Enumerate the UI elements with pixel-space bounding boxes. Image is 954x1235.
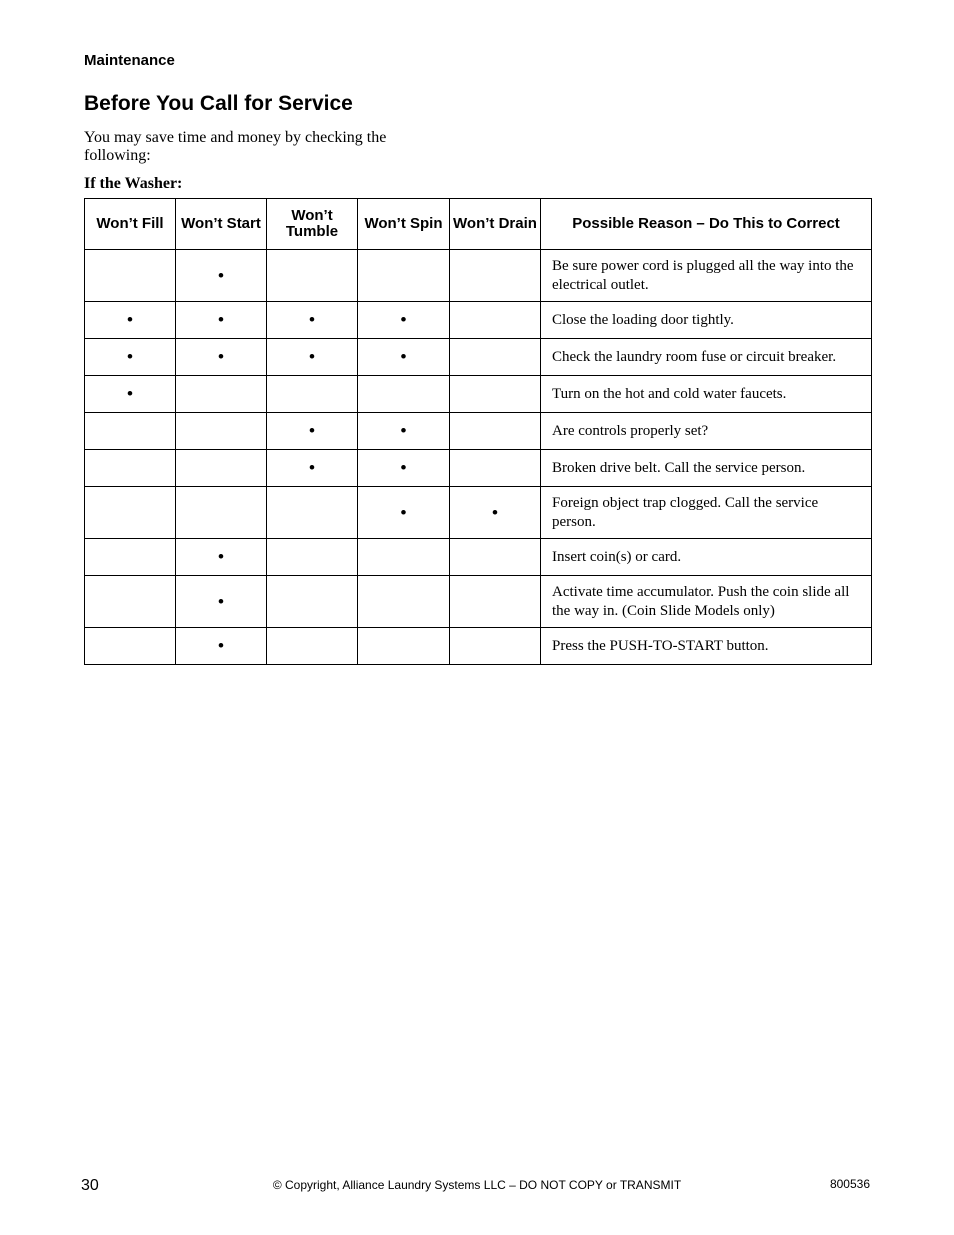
empty-cell bbox=[267, 250, 358, 302]
empty-cell bbox=[358, 376, 450, 413]
reason-cell: Check the laundry room fuse or circuit breaker. bbox=[541, 339, 872, 376]
intro-text: You may save time and money by checking the following: bbox=[84, 129, 387, 164]
bullet-mark: • bbox=[176, 576, 267, 628]
empty-cell bbox=[267, 628, 358, 665]
empty-cell bbox=[85, 628, 176, 665]
empty-cell bbox=[176, 376, 267, 413]
table-header-row bbox=[85, 199, 872, 250]
empty-cell bbox=[85, 413, 176, 450]
page-title: Before You Call for Service bbox=[84, 92, 353, 115]
empty-cell bbox=[358, 628, 450, 665]
section-label: Maintenance bbox=[84, 52, 175, 69]
table-row bbox=[85, 487, 872, 539]
empty-cell bbox=[85, 487, 176, 539]
bullet-mark: • bbox=[267, 302, 358, 339]
bullet-mark: • bbox=[176, 339, 267, 376]
empty-cell bbox=[450, 539, 541, 576]
empty-cell bbox=[267, 376, 358, 413]
bullet-mark: • bbox=[85, 302, 176, 339]
empty-cell bbox=[450, 339, 541, 376]
table-row bbox=[85, 539, 872, 576]
empty-cell bbox=[450, 576, 541, 628]
bullet-mark: • bbox=[85, 376, 176, 413]
bullet-mark: • bbox=[358, 302, 450, 339]
col-header-possible-reason: Possible Reason – Do This to Correct bbox=[541, 199, 872, 250]
empty-cell bbox=[358, 539, 450, 576]
empty-cell bbox=[450, 302, 541, 339]
empty-cell bbox=[267, 487, 358, 539]
bullet-mark: • bbox=[358, 339, 450, 376]
col-header-wont-fill: Won’t Fill bbox=[85, 199, 176, 250]
empty-cell bbox=[450, 413, 541, 450]
col-header-wont-tumble: Won’t Tumble bbox=[267, 199, 358, 250]
empty-cell bbox=[358, 576, 450, 628]
reason-cell: Close the loading door tightly. bbox=[541, 302, 872, 339]
empty-cell bbox=[450, 250, 541, 302]
bullet-mark: • bbox=[176, 539, 267, 576]
reason-cell: Activate time accumulator. Push the coin slide all the way in. (Coin Slide Models only) bbox=[541, 576, 872, 628]
copyright-notice: © Copyright, Alliance Laundry Systems LLC – DO NOT COPY or TRANSMIT bbox=[272, 1178, 682, 1192]
bullet-mark: • bbox=[267, 413, 358, 450]
troubleshooting-table bbox=[84, 198, 872, 665]
bullet-mark: • bbox=[450, 487, 541, 539]
reason-cell: Foreign object trap clogged. Call the service person. bbox=[541, 487, 872, 539]
bullet-mark: • bbox=[267, 339, 358, 376]
empty-cell bbox=[85, 450, 176, 487]
empty-cell bbox=[176, 413, 267, 450]
table-row bbox=[85, 339, 872, 376]
bullet-mark: • bbox=[358, 413, 450, 450]
bullet-mark: • bbox=[358, 487, 450, 539]
bullet-mark: • bbox=[176, 302, 267, 339]
bullet-mark: • bbox=[176, 250, 267, 302]
table-row bbox=[85, 628, 872, 665]
bullet-mark: • bbox=[358, 450, 450, 487]
reason-cell: Be sure power cord is plugged all the way into the electrical outlet. bbox=[541, 250, 872, 302]
col-header-wont-start: Won’t Start bbox=[176, 199, 267, 250]
col-header-wont-drain: Won’t Drain bbox=[450, 199, 541, 250]
bullet-mark: • bbox=[267, 450, 358, 487]
bullet-mark: • bbox=[85, 339, 176, 376]
reason-cell: Broken drive belt. Call the service person. bbox=[541, 450, 872, 487]
empty-cell bbox=[450, 628, 541, 665]
empty-cell bbox=[267, 539, 358, 576]
table-row bbox=[85, 576, 872, 628]
empty-cell bbox=[85, 539, 176, 576]
table-row bbox=[85, 250, 872, 302]
empty-cell bbox=[358, 250, 450, 302]
empty-cell bbox=[85, 576, 176, 628]
reason-cell: Press the PUSH-TO-START button. bbox=[541, 628, 872, 665]
table-body bbox=[85, 250, 872, 665]
empty-cell bbox=[176, 487, 267, 539]
table-row bbox=[85, 450, 872, 487]
empty-cell bbox=[450, 450, 541, 487]
bullet-mark: • bbox=[176, 628, 267, 665]
table-row bbox=[85, 413, 872, 450]
document-number: 800536 bbox=[829, 1177, 870, 1191]
reason-cell: Turn on the hot and cold water faucets. bbox=[541, 376, 872, 413]
col-header-wont-spin: Won’t Spin bbox=[358, 199, 450, 250]
reason-cell: Insert coin(s) or card. bbox=[541, 539, 872, 576]
empty-cell bbox=[85, 250, 176, 302]
page-number: 30 bbox=[81, 1177, 99, 1194]
table-caption: If the Washer: bbox=[84, 175, 183, 192]
table-row bbox=[85, 376, 872, 413]
table-row bbox=[85, 302, 872, 339]
empty-cell bbox=[267, 576, 358, 628]
reason-cell: Are controls properly set? bbox=[541, 413, 872, 450]
empty-cell bbox=[176, 450, 267, 487]
empty-cell bbox=[450, 376, 541, 413]
